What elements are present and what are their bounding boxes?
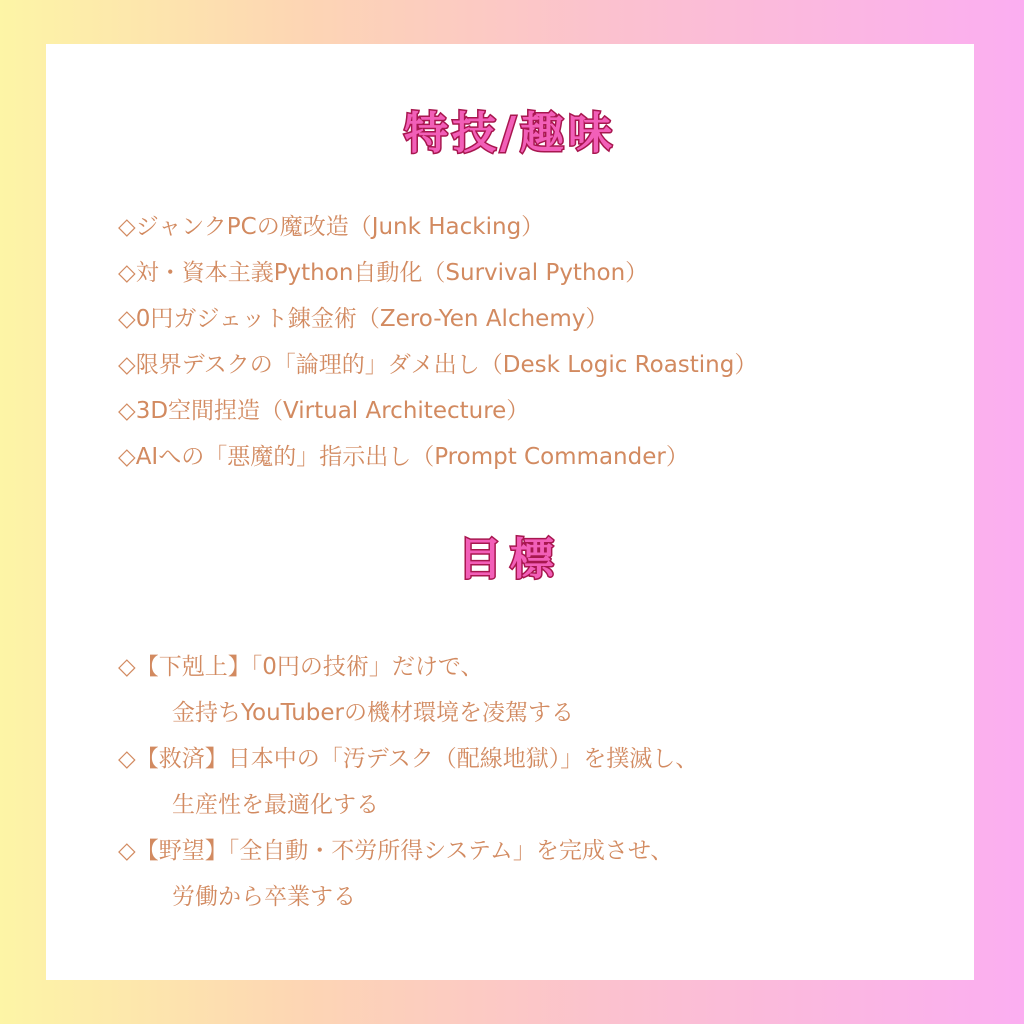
- goal-line: ◇【救済】日本中の「汚デスク（配線地獄）」を撲滅し、: [118, 746, 699, 772]
- list-item: ◇ジャンクPCの魔改造（Junk Hacking）: [118, 214, 545, 240]
- list-item: [118, 736, 698, 828]
- goals-list: [118, 644, 698, 920]
- skills-heading: 特技/趣味: [403, 108, 617, 159]
- list-item: [118, 828, 698, 920]
- list-item: ◇AIへの「悪魔的」指示出し（Prompt Commander）: [118, 444, 689, 470]
- skills-list: [118, 204, 757, 480]
- goal-continuation: 金持ちYouTuberの機材環境を凌駕する: [172, 700, 574, 726]
- list-item: [118, 644, 698, 736]
- goal-continuation: 労働から卒業する: [172, 884, 356, 910]
- goals-heading: 目標: [458, 534, 562, 585]
- list-item: ◇3D空間捏造（Virtual Architecture）: [118, 398, 530, 424]
- list-item: ◇対・資本主義Python自動化（Survival Python）: [118, 260, 649, 286]
- profile-card: [46, 44, 974, 980]
- goal-line: ◇【下剋上】「0円の技術」だけで、: [118, 654, 484, 680]
- goal-continuation: 生産性を最適化する: [172, 792, 379, 818]
- list-item: ◇0円ガジェット錬金術（Zero-Yen Alchemy）: [118, 306, 609, 332]
- list-item: ◇限界デスクの「論理的」ダメ出し（Desk Logic Roasting）: [118, 352, 758, 378]
- goal-line: ◇【野望】「全自動・不労所得システム」を完成させ、: [118, 838, 674, 864]
